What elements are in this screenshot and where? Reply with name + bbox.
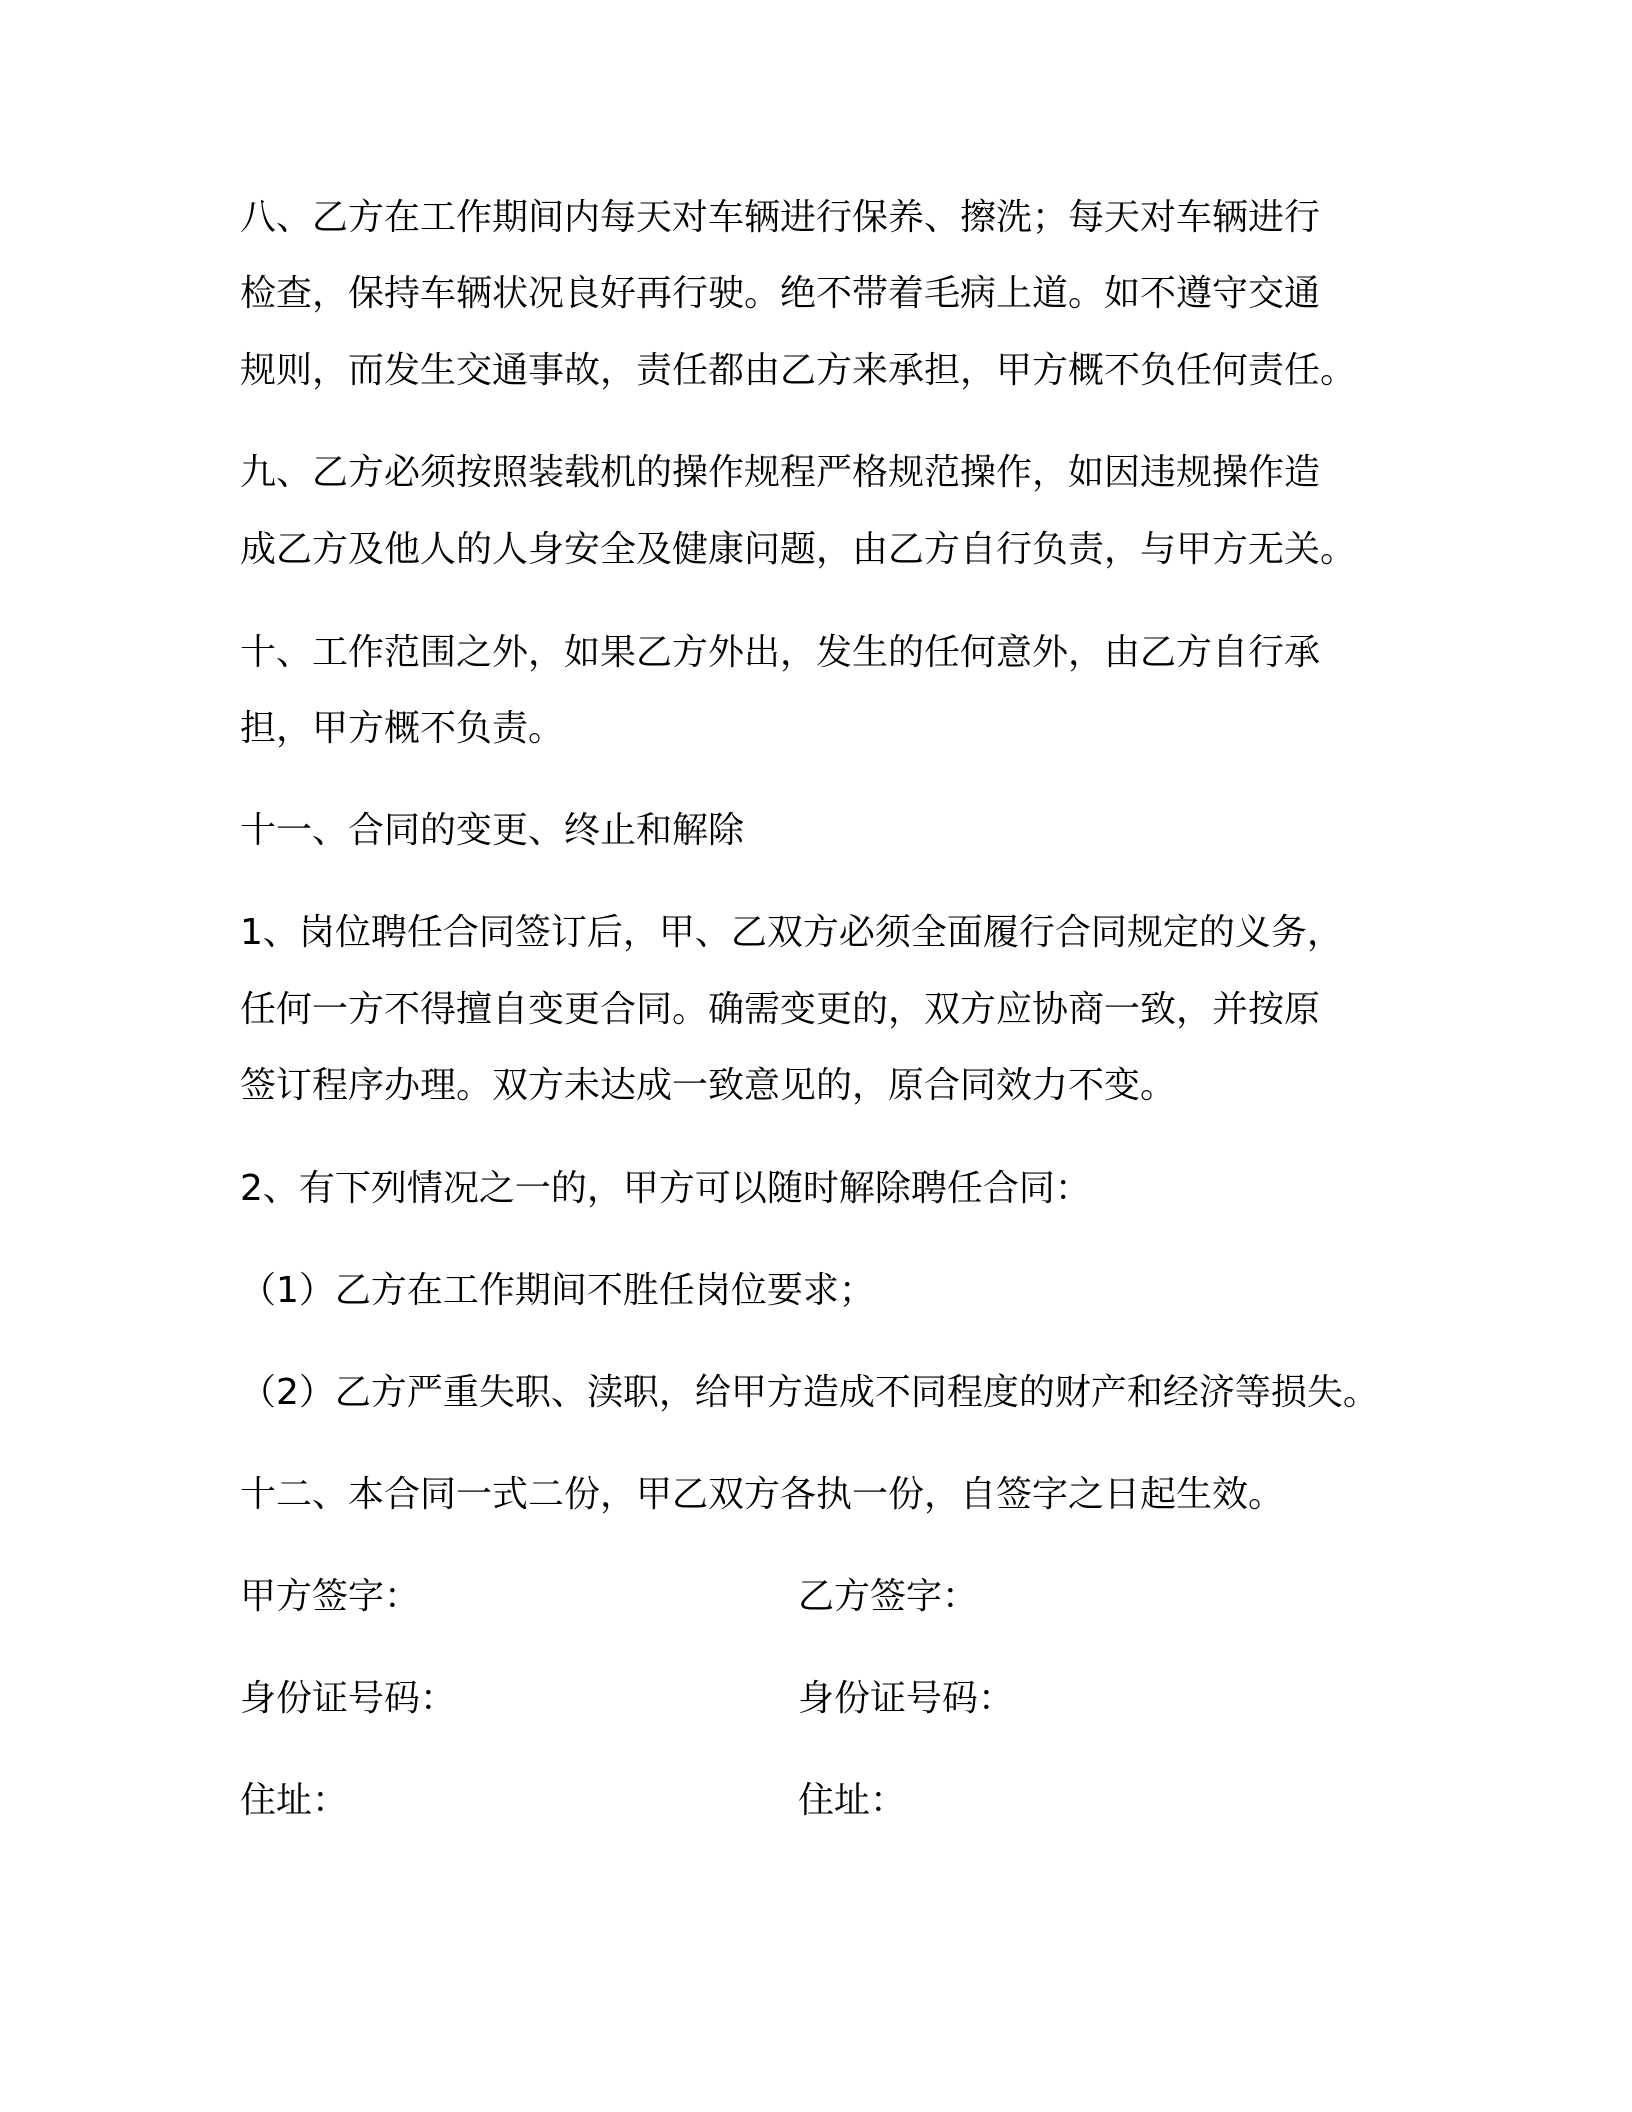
section-8-line-3: 规则，而发生交通事故，责任都由乙方来承担，甲方概不负任何责任。 — [240, 350, 1357, 391]
party-b-signature-label: 乙方签字： — [798, 1576, 979, 1617]
section-11-item-1-line-3: 签订程序办理。双方未达成一致意见的，原合同效力不变。 — [240, 1065, 1177, 1106]
section-9-line-2: 成乙方及他人的人身安全及健康问题，由乙方自行负责，与甲方无关。 — [240, 529, 1357, 570]
party-a-id-label: 身份证号码： — [240, 1678, 457, 1719]
party-b-id-label: 身份证号码： — [798, 1678, 1015, 1719]
party-a-signature-label: 甲方签字： — [240, 1576, 421, 1617]
section-11-item-1-line-1: 1、岗位聘任合同签订后，甲、乙双方必须全面履行合同规定的义务， — [240, 912, 1343, 953]
section-11-heading: 十一、合同的变更、终止和解除 — [240, 810, 745, 851]
section-11-item-2-sub-2: （2）乙方严重失职、渎职，给甲方造成不同程度的财产和经济等损失。 — [240, 1372, 1379, 1413]
section-10-line-1: 十、工作范围之外，如果乙方外出，发生的任何意外，由乙方自行承 — [240, 632, 1321, 673]
section-12-line-1: 十二、本合同一式二份，甲乙双方各执一份，自签字之日起生效。 — [240, 1474, 1285, 1515]
party-a-address-label: 住址： — [240, 1780, 349, 1821]
section-11-item-2-line-1: 2、有下列情况之一的，甲方可以随时解除聘任合同： — [240, 1168, 1091, 1209]
section-9-line-1: 九、乙方必须按照装载机的操作规程严格规范操作，如因违规操作造 — [240, 452, 1321, 493]
section-10-line-2: 担，甲方概不负责。 — [240, 708, 565, 749]
section-11-item-2-sub-1: （1）乙方在工作期间不胜任岗位要求； — [240, 1270, 875, 1311]
section-11-item-1-line-2: 任何一方不得擅自变更合同。确需变更的，双方应协商一致，并按原 — [240, 989, 1321, 1030]
party-b-address-label: 住址： — [798, 1780, 907, 1821]
section-8-line-2: 检查，保持车辆状况良好再行驶。绝不带着毛病上道。如不遵守交通 — [240, 273, 1321, 314]
section-8-line-1: 八、乙方在工作期间内每天对车辆进行保养、擦洗；每天对车辆进行 — [240, 197, 1321, 238]
